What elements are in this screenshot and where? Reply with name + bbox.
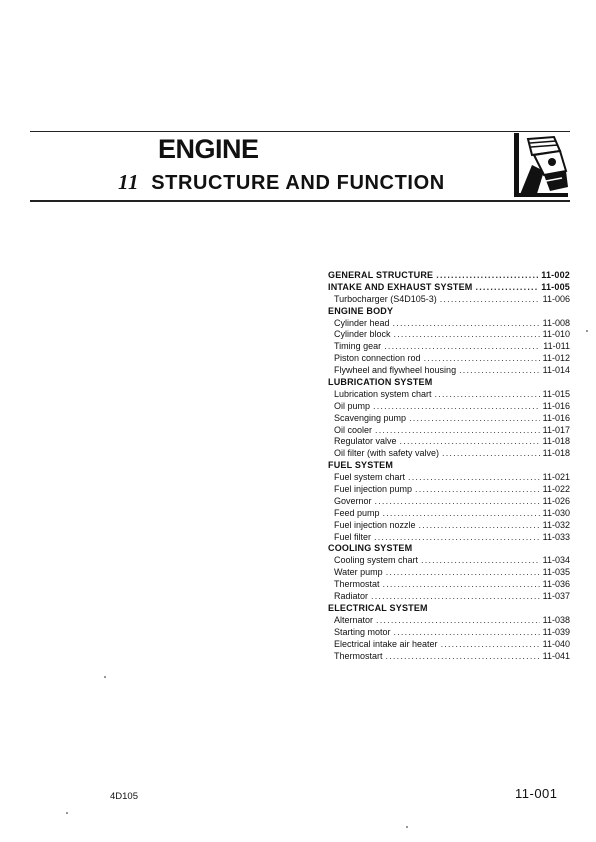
table-of-contents bbox=[328, 270, 570, 662]
toc-page-number: 11-014 bbox=[542, 365, 570, 376]
toc-label: Cylinder block bbox=[334, 329, 391, 340]
toc-label: Oil pump bbox=[334, 400, 371, 411]
toc-label: Flywheel and flywheel housing bbox=[334, 365, 457, 376]
toc-row bbox=[328, 520, 570, 532]
toc-label: Cylinder head bbox=[334, 317, 390, 328]
toc-row bbox=[328, 484, 570, 496]
toc-leader-dots bbox=[375, 496, 540, 508]
engine-piston-icon bbox=[510, 131, 570, 200]
scan-speck bbox=[586, 330, 588, 332]
toc-leader-dots bbox=[375, 425, 540, 437]
toc-label: Radiator bbox=[334, 591, 369, 602]
chapter-subtitle bbox=[118, 170, 445, 195]
toc-page-number: 11-012 bbox=[542, 353, 570, 364]
toc-row bbox=[328, 436, 570, 448]
toc-row bbox=[328, 591, 570, 603]
toc-row bbox=[328, 353, 570, 365]
toc-row bbox=[328, 341, 570, 353]
toc-label: Lubrication system chart bbox=[334, 388, 432, 399]
toc-page-number: 11-002 bbox=[541, 270, 570, 280]
toc-page-number: 11-035 bbox=[542, 567, 570, 578]
toc-row bbox=[328, 639, 570, 651]
toc-page-number: 11-015 bbox=[542, 388, 570, 399]
toc-page-number: 11-033 bbox=[542, 531, 570, 542]
toc-leader-dots bbox=[394, 627, 540, 639]
toc-row bbox=[328, 389, 570, 401]
toc-page-number: 11-038 bbox=[542, 614, 570, 625]
toc-row bbox=[328, 651, 570, 663]
header-bottom-rule bbox=[30, 200, 570, 202]
toc-row bbox=[328, 425, 570, 437]
toc-page-number: 11-006 bbox=[542, 293, 570, 304]
toc-page-number: 11-018 bbox=[542, 448, 570, 459]
toc-label: Timing gear bbox=[334, 341, 382, 352]
toc-page-number: 11-032 bbox=[542, 519, 570, 530]
toc-label: Turbocharger (S4D105-3) bbox=[334, 293, 437, 304]
toc-label: Electrical intake air heater bbox=[334, 638, 438, 649]
toc-leader-dots bbox=[441, 639, 540, 651]
toc-leader-dots bbox=[419, 520, 540, 532]
toc-row bbox=[328, 413, 570, 425]
toc-label: Water pump bbox=[334, 567, 383, 578]
toc-label: Governor bbox=[334, 495, 372, 506]
toc-page-number: 11-008 bbox=[542, 317, 570, 328]
toc-page-number: 11-021 bbox=[542, 472, 570, 483]
toc-page-number: 11-036 bbox=[542, 579, 570, 590]
toc-label: ELECTRICAL SYSTEM bbox=[328, 602, 428, 613]
toc-leader-dots bbox=[393, 318, 540, 330]
toc-leader-dots bbox=[386, 567, 540, 579]
toc-label: Oil cooler bbox=[334, 424, 373, 435]
toc-label: Fuel filter bbox=[334, 531, 372, 542]
toc-leader-dots bbox=[440, 294, 540, 306]
toc-page-number: 11-022 bbox=[542, 484, 570, 495]
toc-row bbox=[328, 365, 570, 377]
toc-row bbox=[328, 555, 570, 567]
toc-label: Scavenging pump bbox=[334, 412, 407, 423]
toc-page-number: 11-018 bbox=[542, 436, 570, 447]
toc-leader-dots bbox=[383, 579, 540, 591]
toc-leader-dots bbox=[386, 651, 540, 663]
toc-leader-dots bbox=[373, 401, 540, 413]
toc-row bbox=[328, 508, 570, 520]
toc-row bbox=[328, 567, 570, 579]
toc-label: Starting motor bbox=[334, 626, 391, 637]
toc-leader-dots bbox=[371, 591, 540, 603]
scan-speck bbox=[104, 676, 106, 678]
toc-label: ENGINE BODY bbox=[328, 305, 394, 316]
header-top-rule bbox=[30, 131, 570, 132]
toc-row bbox=[328, 270, 570, 282]
toc-leader-dots bbox=[383, 508, 540, 520]
toc-label: GENERAL STRUCTURE bbox=[328, 270, 434, 280]
toc-row bbox=[328, 532, 570, 544]
toc-row bbox=[328, 329, 570, 341]
toc-row bbox=[328, 318, 570, 330]
toc-leader-dots bbox=[400, 436, 540, 448]
toc-leader-dots bbox=[415, 484, 540, 496]
toc-page-number: 11-037 bbox=[542, 591, 570, 602]
toc-row bbox=[328, 472, 570, 484]
toc-page-number: 11-039 bbox=[542, 626, 570, 637]
toc-row bbox=[328, 377, 570, 389]
toc-label: INTAKE AND EXHAUST SYSTEM bbox=[328, 281, 473, 292]
toc-leader-dots bbox=[442, 448, 540, 460]
toc-page-number: 11-016 bbox=[542, 400, 570, 411]
scan-speck bbox=[66, 812, 68, 814]
toc-row bbox=[328, 460, 570, 472]
toc-leader-dots bbox=[436, 270, 538, 282]
page-title: ENGINE bbox=[158, 134, 259, 164]
toc-label: Thermostart bbox=[334, 650, 383, 661]
toc-row bbox=[328, 448, 570, 460]
toc-label: Thermostat bbox=[334, 579, 380, 590]
toc-row bbox=[328, 401, 570, 413]
toc-leader-dots bbox=[408, 472, 540, 484]
toc-label: FUEL SYSTEM bbox=[328, 460, 394, 471]
toc-row bbox=[328, 282, 570, 294]
toc-leader-dots bbox=[476, 282, 539, 294]
toc-row bbox=[328, 306, 570, 318]
toc-row bbox=[328, 603, 570, 615]
toc-page-number: 11-005 bbox=[541, 281, 570, 292]
toc-leader-dots bbox=[435, 389, 540, 401]
toc-page-number: 11-026 bbox=[542, 495, 570, 506]
toc-leader-dots bbox=[421, 555, 540, 567]
toc-row bbox=[328, 615, 570, 627]
toc-page-number: 11-011 bbox=[543, 341, 570, 352]
toc-page-number: 11-030 bbox=[542, 507, 570, 518]
toc-row bbox=[328, 543, 570, 555]
toc-leader-dots bbox=[459, 365, 540, 377]
toc-label: COOLING SYSTEM bbox=[328, 543, 413, 554]
toc-row bbox=[328, 294, 570, 306]
footer-page-number: 11-001 bbox=[515, 786, 558, 801]
toc-leader-dots bbox=[374, 532, 540, 544]
toc-label: LUBRICATION SYSTEM bbox=[328, 377, 433, 388]
footer-model: 4D105 bbox=[110, 791, 138, 802]
toc-label: Piston connection rod bbox=[334, 353, 421, 364]
toc-page-number: 11-040 bbox=[542, 638, 570, 649]
toc-leader-dots bbox=[424, 353, 540, 365]
toc-leader-dots bbox=[376, 615, 540, 627]
toc-label: Fuel system chart bbox=[334, 472, 406, 483]
toc-leader-dots bbox=[384, 341, 540, 353]
toc-row bbox=[328, 627, 570, 639]
toc-label: Fuel injection pump bbox=[334, 484, 413, 495]
scan-speck bbox=[406, 826, 408, 828]
chapter-number: 11 bbox=[118, 170, 140, 194]
toc-label: Regulator valve bbox=[334, 436, 397, 447]
toc-row bbox=[328, 579, 570, 591]
toc-page-number: 11-041 bbox=[542, 650, 570, 661]
chapter-subtitle-text: STRUCTURE AND FUNCTION bbox=[151, 172, 445, 194]
toc-row bbox=[328, 496, 570, 508]
toc-leader-dots bbox=[409, 413, 540, 425]
toc-page-number: 11-034 bbox=[542, 555, 570, 566]
toc-label: Fuel injection nozzle bbox=[334, 519, 416, 530]
toc-page-number: 11-010 bbox=[542, 329, 570, 340]
toc-page-number: 11-016 bbox=[542, 412, 570, 423]
toc-leader-dots bbox=[394, 329, 540, 341]
toc-label: Feed pump bbox=[334, 507, 380, 518]
toc-page-number: 11-017 bbox=[542, 424, 570, 435]
toc-label: Cooling system chart bbox=[334, 555, 419, 566]
toc-label: Oil filter (with safety valve) bbox=[334, 448, 440, 459]
toc-label: Alternator bbox=[334, 614, 374, 625]
